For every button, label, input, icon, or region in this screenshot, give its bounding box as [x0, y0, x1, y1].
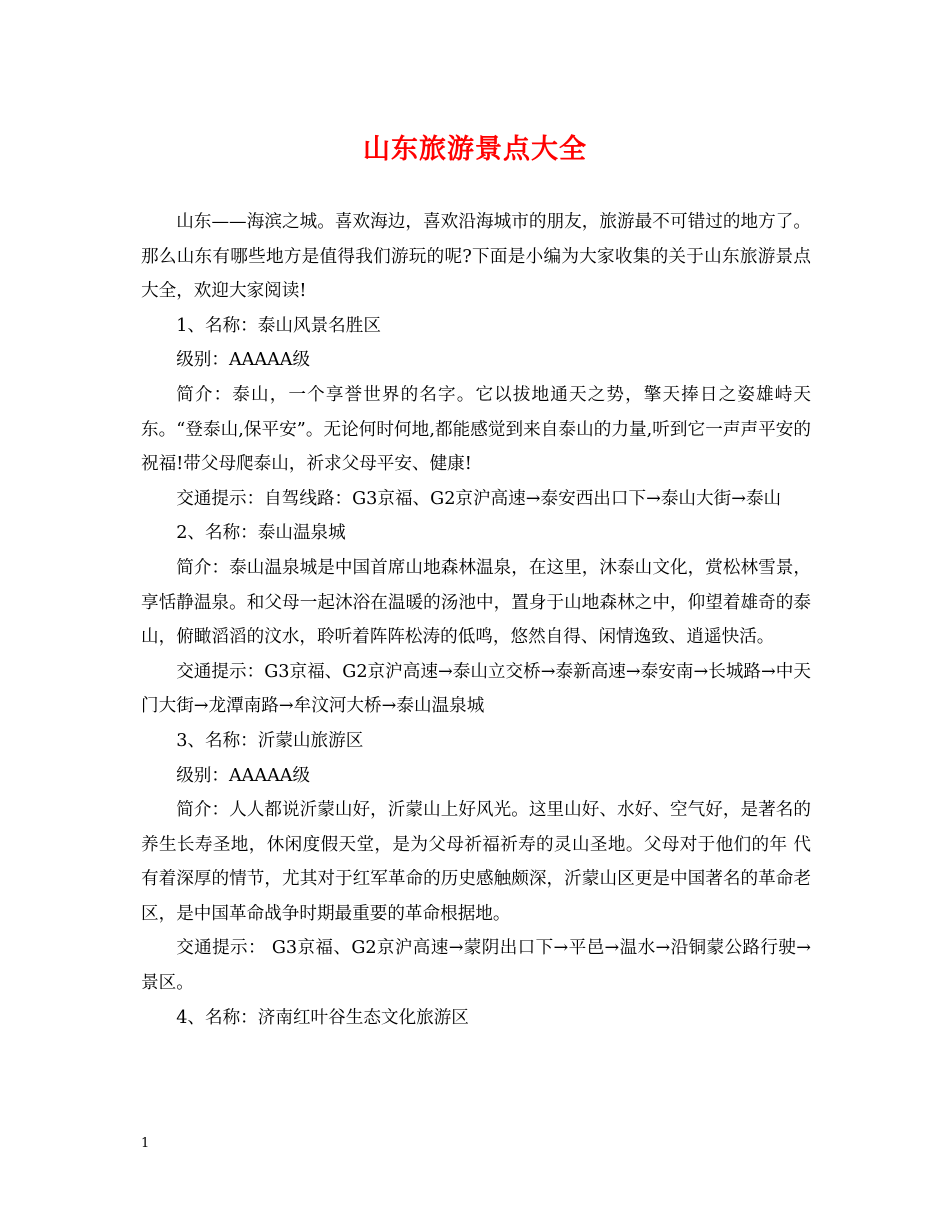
spot-1-level: 级别：AAAAA级: [176, 350, 311, 371]
spot-3-intro: 简介：人人都说沂蒙山好，沂蒙山上好风光。这里山好、水好、空气好，是著名的养生长寿圣地，休闲度假天堂，是为父母祈福祈寿的灵山圣地。父母对于他们的年 代有着深厚的情节，尤其对于红军革命的历史感触颇深，沂蒙山区更是中国著名的革命老区，是中国革命战争时期最重要的革命根据地。: [141, 800, 811, 924]
spot-4-name: 4、名称：济南红叶谷生态文化旅游区: [176, 1007, 469, 1028]
spot-3-traffic: 交通提示： G3京福、G2京沪高速→蒙阴出口下→平邑→温水→沿铜蒙公路行驶→景区。: [141, 938, 811, 994]
spot-1-intro: 简介：泰山，一个享誉世界的名字。它以拔地通天之势，擎天捧日之姿雄峙天东。“登泰山,保平安”。无论何时何地,都能感觉到来自泰山的力量,听到它一声声平安的祝福!带父母爬泰山，祈求父母平安、健康!: [141, 384, 811, 475]
spot-2-traffic: 交通提示：G3京福、G2京沪高速→泰山立交桥→泰新高速→泰安南→长城路→中天门大街→龙潭南路→牟汶河大桥→泰山温泉城: [141, 661, 811, 717]
spot-3-name: 3、名称：沂蒙山旅游区: [176, 730, 364, 751]
page-number: 1: [141, 1136, 150, 1151]
spot-1-name: 1、名称：泰山风景名胜区: [176, 315, 381, 336]
spot-1-traffic: 交通提示：自驾线路：G3京福、G2京沪高速→泰安西出口下→泰山大街→泰山: [176, 488, 782, 509]
page-title: 山东旅游景点大全: [363, 134, 587, 165]
spot-2-name: 2、名称：泰山温泉城: [176, 523, 346, 544]
document-body: [141, 205, 811, 1035]
spot-2-intro: 简介：泰山温泉城是中国首席山地森林温泉，在这里，沐泰山文化，赏松林雪景，享恬静温泉。和父母一起沐浴在温暖的汤池中，置身于山地森林之中，仰望着雄奇的泰山，俯瞰滔滔的汶水，聆听着阵阵松涛的低鸣，悠然自得、闲情逸致、逍遥快活。: [141, 557, 811, 648]
intro-paragraph: 山东——海滨之城。喜欢海边，喜欢沿海城市的朋友，旅游最不可错过的地方了。那么山东有哪些地方是值得我们游玩的呢?下面是小编为大家收集的关于山东旅游景点大全，欢迎大家阅读!: [141, 212, 811, 302]
spot-3-level: 级别：AAAAA级: [176, 765, 311, 786]
